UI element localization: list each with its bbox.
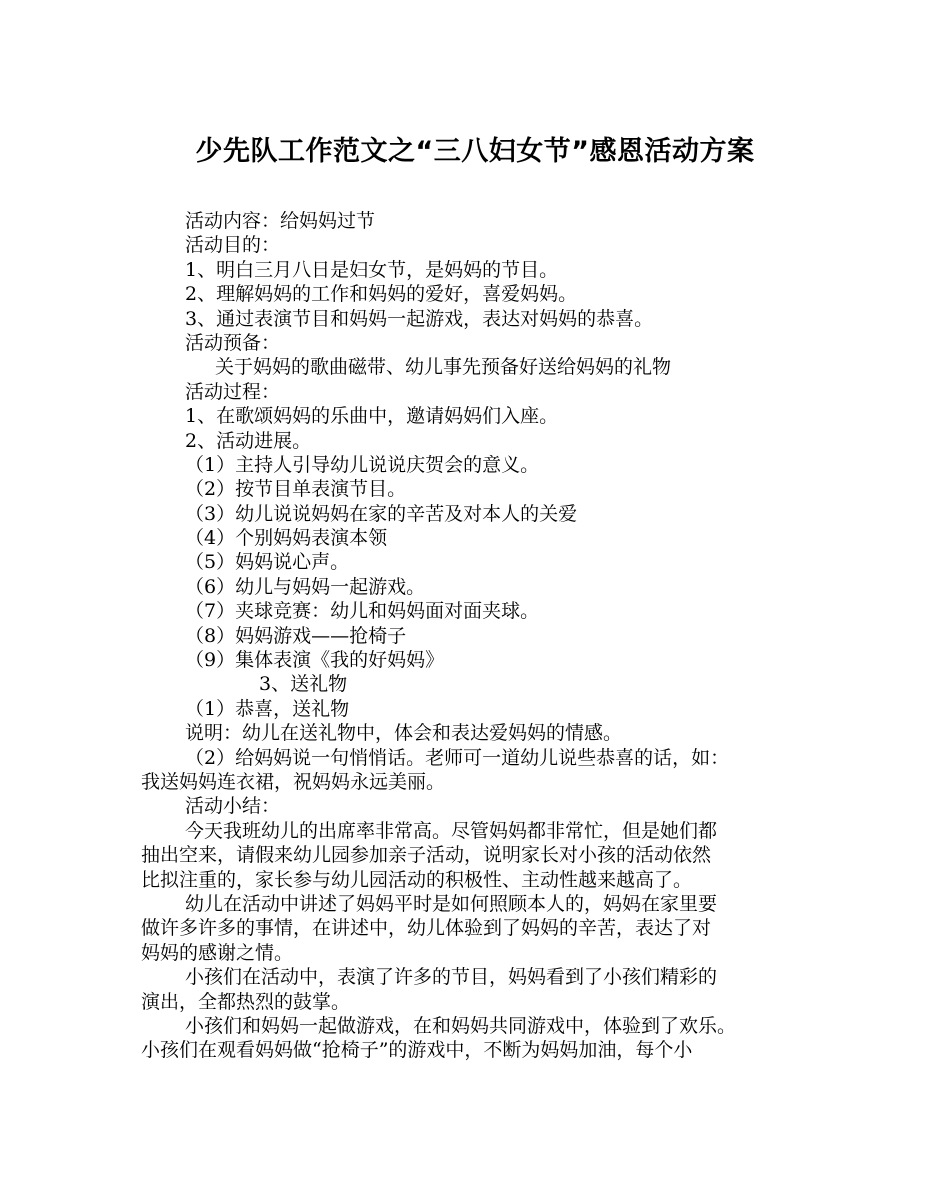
document-line: （4）个别妈妈表演本领	[185, 527, 388, 550]
document-line: 小孩们在活动中，表演了许多的节目，妈妈看到了小孩们精彩的	[185, 966, 718, 989]
document-line: 幼儿在活动中讲述了妈妈平时是如何照顾本人的，妈妈在家里要	[185, 892, 718, 915]
document-line: 关于妈妈的歌曲磁带、幼儿事先预备好送给妈妈的礼物	[215, 356, 672, 379]
document-line: 我送妈妈连衣裙，祝妈妈永远美丽。	[141, 770, 446, 793]
document-line: 妈妈的感谢之情。	[141, 941, 294, 964]
document-line: 说明：幼儿在送礼物中，体会和表达爱妈妈的情感。	[185, 722, 623, 745]
document-line: （1）恭喜，送礼物	[185, 697, 350, 720]
document-line: 2、活动进展。	[185, 429, 312, 452]
document-line: （1）主持人引导幼儿说说庆贺会的意义。	[185, 453, 540, 476]
document-line: 2、理解妈妈的工作和妈妈的爱好，喜爱妈妈。	[185, 283, 578, 306]
document-line: 活动内容：给妈妈过节	[185, 210, 376, 232]
document-line: （2）按节目单表演节目。	[185, 478, 407, 501]
document-line: 小孩们在观看妈妈做“抢椅子”的游戏中，不断为妈妈加油，每个小	[141, 1039, 693, 1062]
document-line: 活动目的：	[185, 234, 281, 257]
document-line: 小孩们和妈妈一起做游戏，在和妈妈共同游戏中，体验到了欢乐。	[185, 1014, 737, 1037]
document-line: （9）集体表演《我的好妈妈》	[185, 649, 445, 672]
document-body	[141, 209, 811, 1063]
document-line: 今天我班幼儿的出席率非常高。尽管妈妈都非常忙，但是她们都	[185, 819, 718, 842]
document-line: （6）幼儿与妈妈一起游戏。	[185, 575, 426, 598]
document-line: 1、在歌颂妈妈的乐曲中，邀请妈妈们入座。	[185, 405, 559, 428]
document-line: （3）幼儿说说妈妈在家的辛苦及对本人的关爱	[185, 502, 578, 525]
document-line: 1、明白三月八日是妇女节，是妈妈的节目。	[185, 258, 559, 281]
document-line: 演出，全都热烈的鼓掌。	[141, 990, 351, 1013]
document-line: 活动预备：	[185, 331, 281, 354]
document-line: 3、通过表演节目和妈妈一起游戏，表达对妈妈的恭喜。	[185, 307, 654, 330]
document-line: 做许多许多的事情，在讲述中，幼儿体验到了妈妈的辛苦，表达了对	[141, 917, 712, 940]
document-line: （7）夹球竞赛：幼儿和妈妈面对面夹球。	[185, 600, 540, 623]
document-line: 比拟注重的，家长参与幼儿园活动的积极性、主动性越来越高了。	[141, 868, 693, 891]
document-line: （5）妈妈说心声。	[185, 551, 350, 574]
document-line: 活动过程：	[185, 380, 281, 403]
document-line: （8）妈妈游戏——抢椅子	[185, 624, 407, 647]
document-line: 活动小结：	[185, 795, 281, 818]
document-line: 3、送礼物	[259, 673, 348, 696]
document-line: （2）给妈妈说一句悄悄话。老师可一道幼儿说些恭喜的话，如：	[185, 746, 730, 769]
document-line: 抽出空来，请假来幼儿园参加亲子活动，说明家长对小孩的活动依然	[141, 844, 712, 867]
document-title: 少先队工作范文之“三八妇女节”感恩活动方案	[195, 136, 755, 167]
